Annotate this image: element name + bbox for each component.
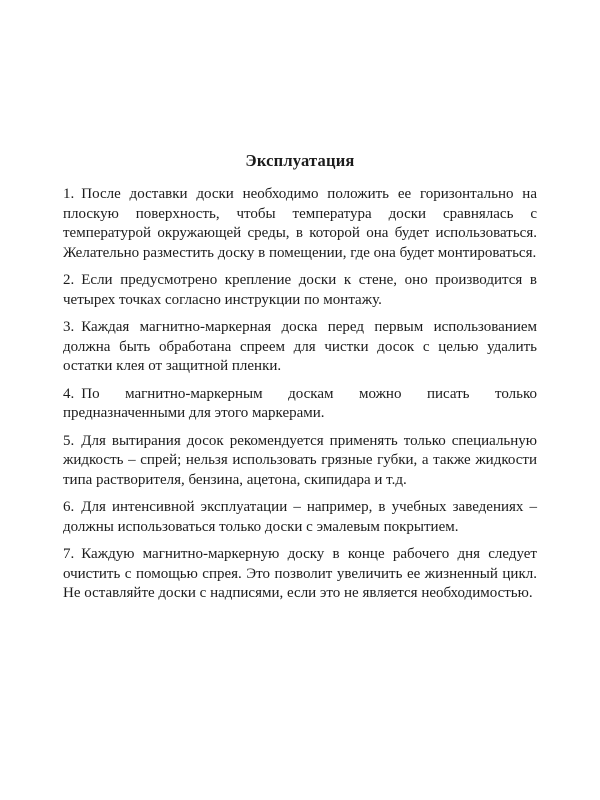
list-item-6 (63, 498, 537, 537)
item-text: Для интенсивной эксплуатации – например, в учебных заведениях – должны использоваться только доски с эмалевым покрытием. (63, 499, 537, 535)
item-text: По магнитно-маркерным доскам можно писать только предназначенными для этого маркерами. (63, 385, 537, 421)
item-text: Для вытирания досок рекомендуется применять только специальную жидкость – спрей; нельзя использовать грязные губки, а также жидкости типа растворителя, бензина, ацетона, скипидара и т.д. (63, 432, 537, 488)
item-number: 3. (63, 319, 75, 335)
list-item-1 (63, 185, 537, 263)
document-content (63, 150, 537, 612)
item-number: 4. (63, 385, 75, 402)
item-number: 5. (63, 432, 75, 449)
list-item-4 (63, 385, 537, 424)
list-item-3 (63, 318, 537, 377)
list-item-5 (63, 432, 537, 491)
item-number: 1. (63, 186, 75, 202)
item-text: После доставки доски необходимо положить ее горизонтально на плоскую поверхность, чтобы температура доски сравнялась с температурой окружающей среды, в которой она будет использоваться. Желательно разместить доску в помещении, где она будет монтироваться. (63, 186, 537, 261)
item-text: Если предусмотрено крепление доски к стене, оно производится в четырех точках согласно инструкции по монтажу. (63, 272, 537, 308)
item-number: 2. (63, 272, 75, 288)
list-item-2 (63, 271, 537, 310)
list-item-7 (63, 545, 537, 604)
document-title: Эксплуатация (245, 151, 355, 170)
item-text: Каждую магнитно-маркерную доску в конце рабочего дня следует очистить с помощью спрея. Это позволит увеличить ее жизненный цикл. Не оставляйте доски с надписями, если это не является необходимостью. (63, 546, 537, 601)
item-number: 6. (63, 499, 75, 515)
item-text: Каждая магнитно-маркерная доска перед первым использованием должна быть обработана спреем для чистки досок с целью удалить остатки клея от защитной пленки. (63, 319, 537, 374)
item-number: 7. (63, 546, 75, 562)
